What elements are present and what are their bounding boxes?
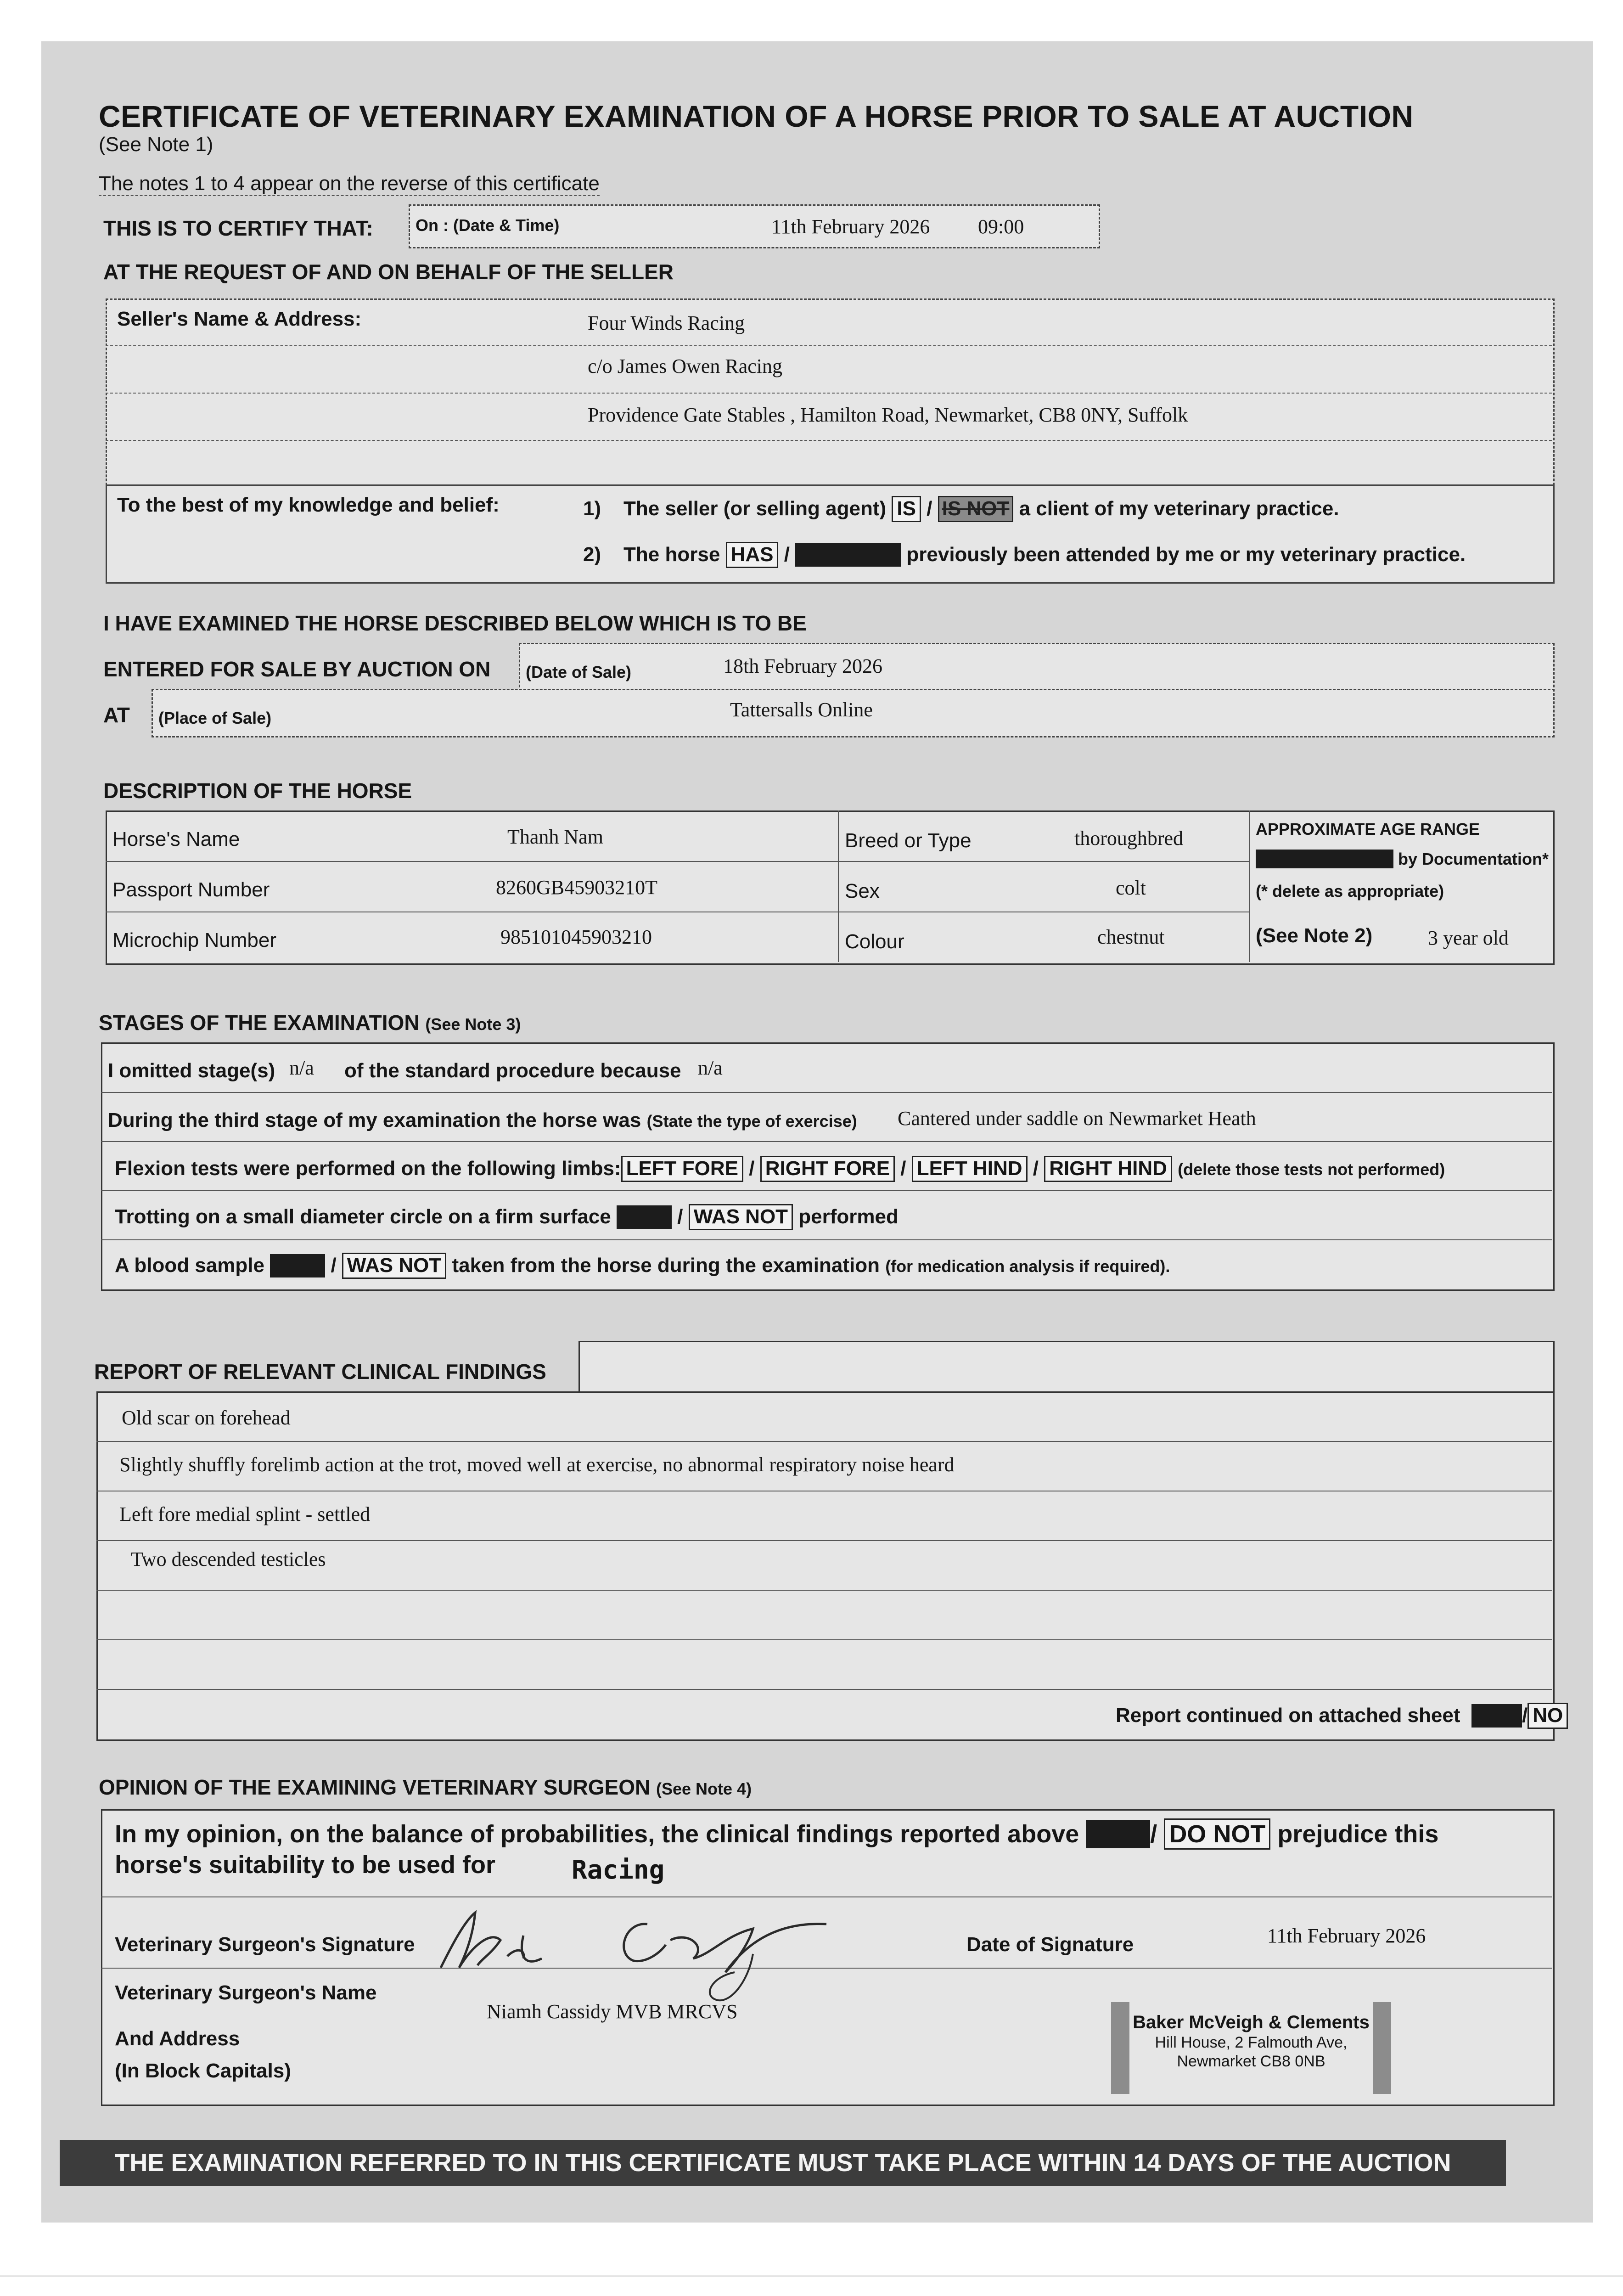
- colour-label: Colour: [845, 930, 904, 953]
- signature-date: 11th February 2026: [1267, 1925, 1426, 1947]
- age-see-note: (See Note 2): [1256, 924, 1373, 947]
- seller-label: Seller's Name & Address:: [117, 308, 362, 330]
- trot-redacted: [617, 1205, 672, 1229]
- horse-name-label: Horse's Name: [112, 828, 240, 850]
- datetime-label: On : (Date & Time): [416, 216, 560, 235]
- trot-label: Trotting on a small diameter circle on a firm surface: [115, 1205, 611, 1228]
- stamp-edge: [1373, 2002, 1391, 2094]
- opinion-statement-post: prejudice this: [1277, 1820, 1439, 1848]
- horse-section-title: DESCRIPTION OF THE HORSE: [103, 779, 412, 803]
- microchip-label: Microchip Number: [112, 929, 276, 951]
- signature-image: [432, 1903, 854, 2009]
- limb-left-hind: LEFT HIND: [912, 1156, 1028, 1182]
- findings-rule: [96, 1540, 1552, 1541]
- item2-redacted: [795, 543, 901, 567]
- block-capitals-label: (In Block Capitals): [115, 2060, 291, 2082]
- third-stage-line: [108, 1109, 857, 1132]
- finding-line-3: Left fore medial splint - settled: [119, 1503, 371, 1525]
- sale-date-label: (Date of Sale): [526, 663, 632, 681]
- limb-left-fore: LEFT FORE: [621, 1156, 743, 1182]
- surgeon-name: Niamh Cassidy MVB MRCVS: [487, 2000, 738, 2023]
- microchip-number: 985101045903210: [500, 926, 652, 948]
- stages-rule: [101, 1092, 1552, 1093]
- omitted-stages: n/a: [289, 1057, 314, 1079]
- exam-time: 09:00: [978, 215, 1024, 238]
- findings-rule: [96, 1441, 1552, 1442]
- limb-sep: /: [749, 1157, 755, 1180]
- belief-item-1: [583, 496, 1339, 522]
- stamp-address-line-2: Newmarket CB8 0NB: [1177, 2052, 1325, 2070]
- stages-rule: [101, 1190, 1552, 1191]
- opinion-redacted: [1086, 1820, 1150, 1848]
- seller-rule: [106, 440, 1552, 441]
- stages-title-note: (See Note 3): [425, 1015, 521, 1034]
- entered-label: ENTERED FOR SALE BY AUCTION ON: [103, 657, 491, 681]
- signature-label: Veterinary Surgeon's Signature: [115, 1933, 415, 1956]
- item2-has-choice: HAS: [726, 542, 779, 568]
- seller-address-line-1: Four Winds Racing: [588, 312, 745, 334]
- certify-label: THIS IS TO CERTIFY THAT:: [103, 216, 373, 240]
- horse-table-divider: [1249, 810, 1250, 962]
- continued-sep: /: [1522, 1704, 1528, 1727]
- findings-title-box: [578, 1341, 1555, 1394]
- opinion-statement-text: In my opinion, on the balance of probabilities, the clinical findings reported above: [115, 1820, 1079, 1848]
- finding-line-2: Slightly shuffly forelimb action at the trot, moved well at exercise, no abnormal respiratory noise heard: [119, 1453, 955, 1476]
- blood-taken-text: taken from the horse during the examination: [452, 1254, 880, 1277]
- age-delete-note: (* delete as appropriate): [1256, 882, 1444, 900]
- opinion-statement-line-2: horse's suitability to be used for: [115, 1851, 495, 1879]
- opinion-use: Racing: [572, 1855, 665, 1885]
- belief-label: To the best of my knowledge and belief:: [117, 494, 500, 516]
- seller-address-line-2: c/o James Owen Racing: [588, 355, 782, 377]
- opinion-do-not: DO NOT: [1164, 1818, 1270, 1850]
- trot-sep: /: [677, 1205, 683, 1228]
- opinion-sep: /: [1150, 1820, 1157, 1848]
- sale-date-box: [519, 643, 1555, 692]
- finding-line-1: Old scar on forehead: [122, 1407, 291, 1429]
- flexion-note: (delete those tests not performed): [1178, 1160, 1445, 1179]
- belief-item-2: [583, 542, 1466, 568]
- breed-value: thoroughbred: [1074, 827, 1184, 850]
- item2-post: previously been attended by me or my veterinary practice.: [906, 543, 1466, 566]
- breed-label: Breed or Type: [845, 829, 972, 852]
- blood-line: [115, 1253, 1170, 1279]
- date-of-signature-label: Date of Signature: [966, 1933, 1134, 1956]
- omitted-label: I omitted stage(s): [108, 1059, 275, 1082]
- stages-section-title: [99, 1010, 521, 1035]
- blood-sep: /: [331, 1254, 337, 1277]
- practice-stamp: [1120, 2002, 1382, 2094]
- item2-text: The horse: [623, 543, 720, 566]
- age-by-documentation: by Documentation*: [1398, 850, 1549, 868]
- seller-rule: [106, 393, 1552, 394]
- item1-post: a client of my veterinary practice.: [1019, 497, 1339, 520]
- horse-name: Thanh Nam: [507, 826, 603, 848]
- sale-place: Tattersalls Online: [730, 698, 873, 721]
- continued-line: [1116, 1703, 1568, 1729]
- seller-address-line-3: Providence Gate Stables , Hamilton Road, Newmarket, CB8 0NY, Suffolk: [588, 404, 1188, 426]
- third-stage-exercise: Cantered under saddle on Newmarket Heath: [898, 1107, 1256, 1130]
- page-bottom-rule: [0, 2275, 1623, 2277]
- seller-rule: [106, 345, 1552, 346]
- surgeon-name-label: Veterinary Surgeon's Name: [115, 1981, 377, 2004]
- findings-rule: [96, 1689, 1552, 1690]
- opinion-title-note: (See Note 4): [656, 1779, 752, 1798]
- age-redacted: [1256, 850, 1393, 868]
- item1-isnot-struck: IS NOT: [938, 496, 1014, 522]
- stages-title-text: STAGES OF THE EXAMINATION: [99, 1011, 420, 1035]
- item1-sep: /: [927, 497, 932, 520]
- continued-no: NO: [1528, 1703, 1568, 1729]
- stamp-edge: [1111, 2002, 1129, 2094]
- colour-value: chestnut: [1097, 926, 1165, 948]
- title-note: (See Note 1): [99, 133, 213, 156]
- stamp-address-line-1: Hill House, 2 Falmouth Ave,: [1155, 2034, 1348, 2051]
- sex-value: colt: [1116, 877, 1146, 899]
- at-label: AT: [103, 703, 130, 727]
- horse-table-divider: [838, 810, 839, 962]
- blood-redacted: [270, 1254, 325, 1277]
- item1-is-choice: IS: [892, 496, 921, 522]
- blood-label: A blood sample: [115, 1254, 264, 1277]
- notes-line: The notes 1 to 4 appear on the reverse of this certificate: [99, 172, 600, 196]
- finding-line-4: Two descended testicles: [131, 1548, 326, 1570]
- flexion-label: Flexion tests were performed on the following limbs:: [115, 1157, 621, 1180]
- sex-label: Sex: [845, 880, 880, 902]
- findings-section-title: REPORT OF RELEVANT CLINICAL FINDINGS: [94, 1360, 546, 1384]
- limb-right-hind: RIGHT HIND: [1044, 1156, 1172, 1182]
- flexion-line: [115, 1156, 1445, 1182]
- trot-was-not: WAS NOT: [689, 1204, 793, 1230]
- opinion-rule: [101, 1896, 1552, 1897]
- trot-performed: performed: [798, 1205, 899, 1228]
- opinion-statement-line-1: [115, 1818, 1438, 1850]
- limb-right-fore: RIGHT FORE: [760, 1156, 895, 1182]
- third-stage-label: During the third stage of my examination the horse was: [108, 1109, 641, 1131]
- sale-place-label: (Place of Sale): [158, 709, 272, 727]
- horse-table-rule: [106, 861, 1249, 862]
- passport-label: Passport Number: [112, 878, 270, 901]
- findings-rule: [96, 1590, 1552, 1591]
- continued-redacted: [1471, 1704, 1522, 1728]
- blood-note: (for medication analysis if required).: [885, 1257, 1170, 1276]
- omitted-reason: n/a: [698, 1057, 723, 1079]
- footer-banner: THE EXAMINATION REFERRED TO IN THIS CERTIFICATE MUST TAKE PLACE WITHIN 14 DAYS OF THE AUCTION: [60, 2140, 1506, 2186]
- item1-text: The seller (or selling agent): [623, 497, 887, 520]
- sale-date: 18th February 2026: [723, 655, 883, 677]
- certificate-title: CERTIFICATE OF VETERINARY EXAMINATION OF A HORSE PRIOR TO SALE AT AUCTION: [99, 99, 1414, 133]
- trot-line: [115, 1204, 899, 1230]
- item2-sep: /: [784, 543, 790, 566]
- stages-rule: [101, 1239, 1552, 1240]
- surgeon-address-label: And Address: [115, 2027, 240, 2050]
- exam-date: 11th February 2026: [771, 215, 930, 238]
- opinion-section-title: [99, 1775, 752, 1800]
- limb-sep: /: [1033, 1157, 1039, 1180]
- examined-label: I HAVE EXAMINED THE HORSE DESCRIBED BELOW WHICH IS TO BE: [103, 611, 807, 635]
- opinion-title-text: OPINION OF THE EXAMINING VETERINARY SURGEON: [99, 1775, 651, 1799]
- item2-number: 2): [583, 543, 601, 566]
- age-value: 3 year old: [1428, 927, 1509, 949]
- findings-rule: [96, 1639, 1552, 1640]
- request-label: AT THE REQUEST OF AND ON BEHALF OF THE SELLER: [103, 260, 674, 284]
- passport-number: 8260GB45903210T: [496, 876, 657, 899]
- stages-rule: [101, 1141, 1552, 1142]
- blood-was-not: WAS NOT: [342, 1253, 446, 1279]
- item1-number: 1): [583, 497, 601, 520]
- third-stage-note: (State the type of exercise): [646, 1112, 857, 1131]
- omitted-because-label: of the standard procedure because: [344, 1059, 681, 1082]
- stamp-practice-name: Baker McVeigh & Clements: [1133, 2012, 1370, 2032]
- limb-sep: /: [900, 1157, 906, 1180]
- continued-label: Report continued on attached sheet: [1116, 1704, 1460, 1727]
- age-range-label: APPROXIMATE AGE RANGE: [1256, 820, 1480, 838]
- age-by-line: [1256, 850, 1549, 869]
